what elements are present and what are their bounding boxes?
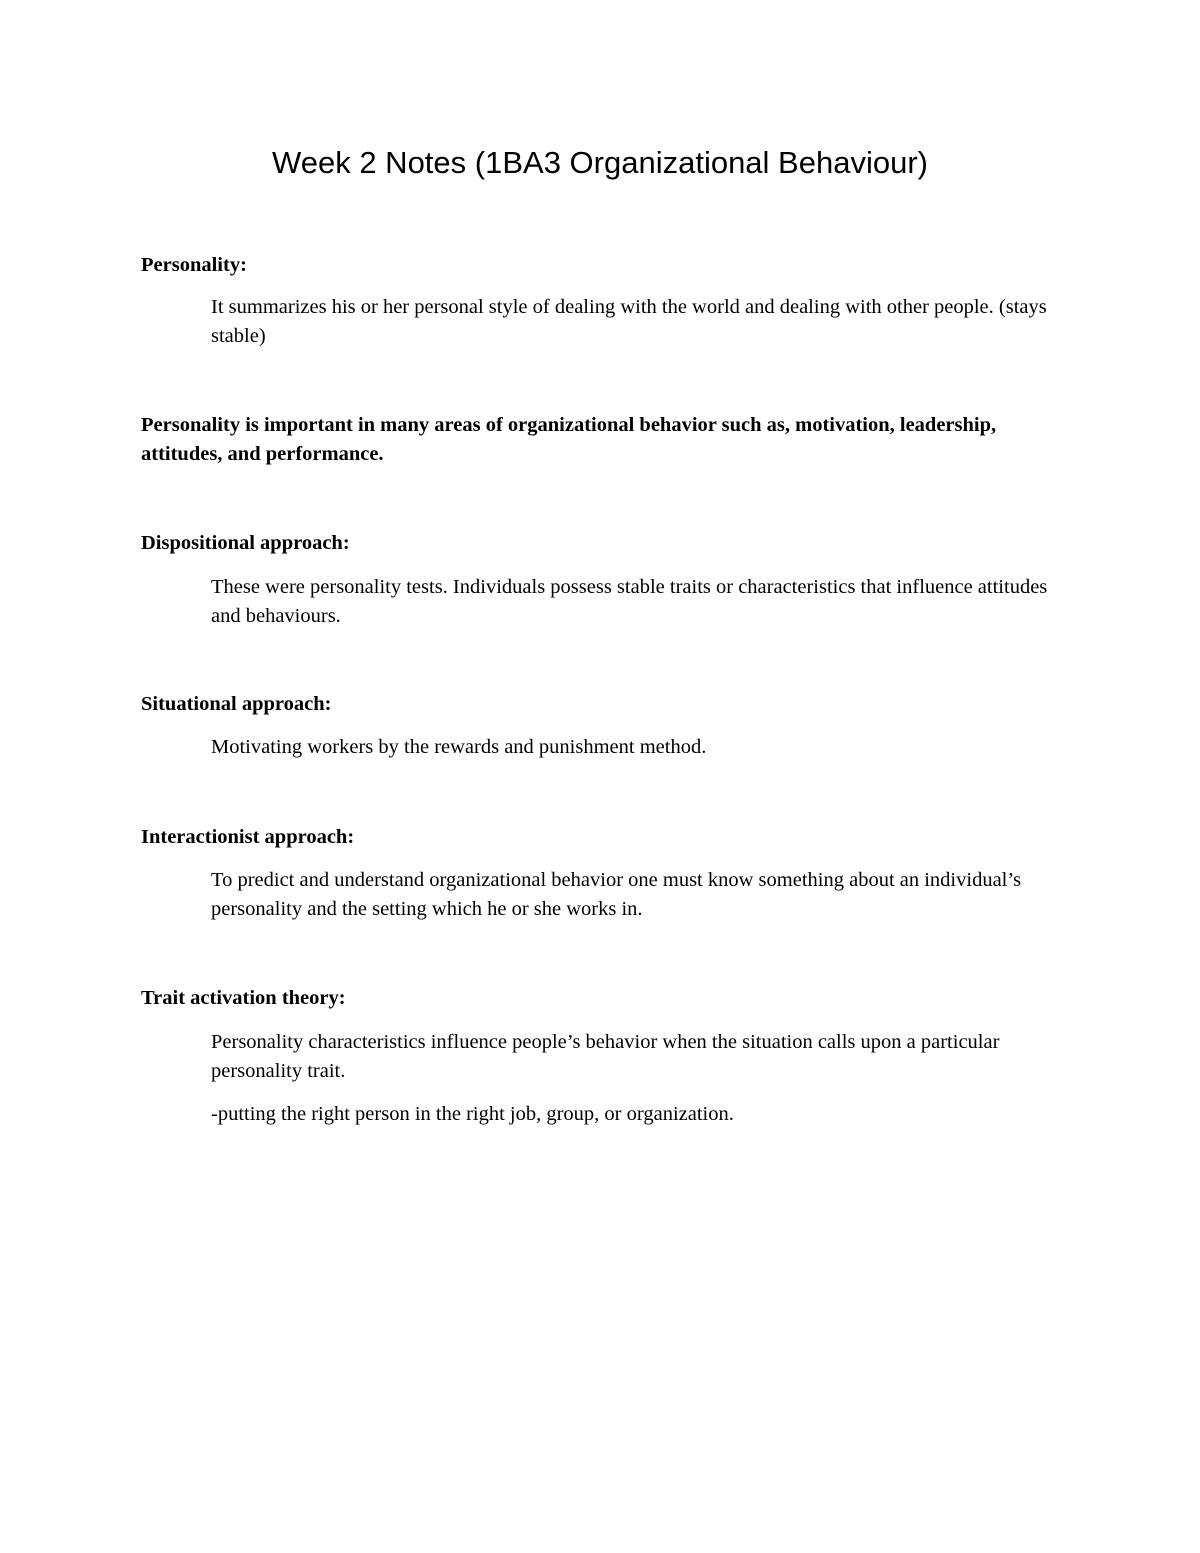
page-title: Week 2 Notes (1BA3 Organizational Behaviour) xyxy=(272,145,928,180)
personality-heading: Personality: xyxy=(141,254,247,276)
trait-activation-body: Personality characteristics influence people’s behavior when the situation calls upon a particular personality trait. xyxy=(211,1031,1000,1082)
personality-definition: It summarizes his or her personal style of dealing with the world and dealing with other people. (stays stable) xyxy=(211,296,1047,347)
interactionist-approach-body: To predict and understand organizational behavior one must know something about an individual’s personality and the setting which he or she works in. xyxy=(211,869,1022,920)
dispositional-approach-body: These were personality tests. Individuals possess stable traits or characteristics that influence attitudes and behaviours. xyxy=(211,576,1048,627)
trait-activation-heading: Trait activation theory: xyxy=(141,987,346,1009)
dispositional-approach-heading: Dispositional approach: xyxy=(141,532,350,554)
personality-importance-statement: Personality is important in many areas of organizational behavior such as, motivation, leadership, attitudes, and performance. xyxy=(141,414,997,465)
trait-activation-note: -putting the right person in the right job, group, or organization. xyxy=(211,1103,734,1125)
situational-approach-body: Motivating workers by the rewards and punishment method. xyxy=(211,736,707,758)
interactionist-approach-heading: Interactionist approach: xyxy=(141,826,355,848)
situational-approach-heading: Situational approach: xyxy=(141,693,332,715)
